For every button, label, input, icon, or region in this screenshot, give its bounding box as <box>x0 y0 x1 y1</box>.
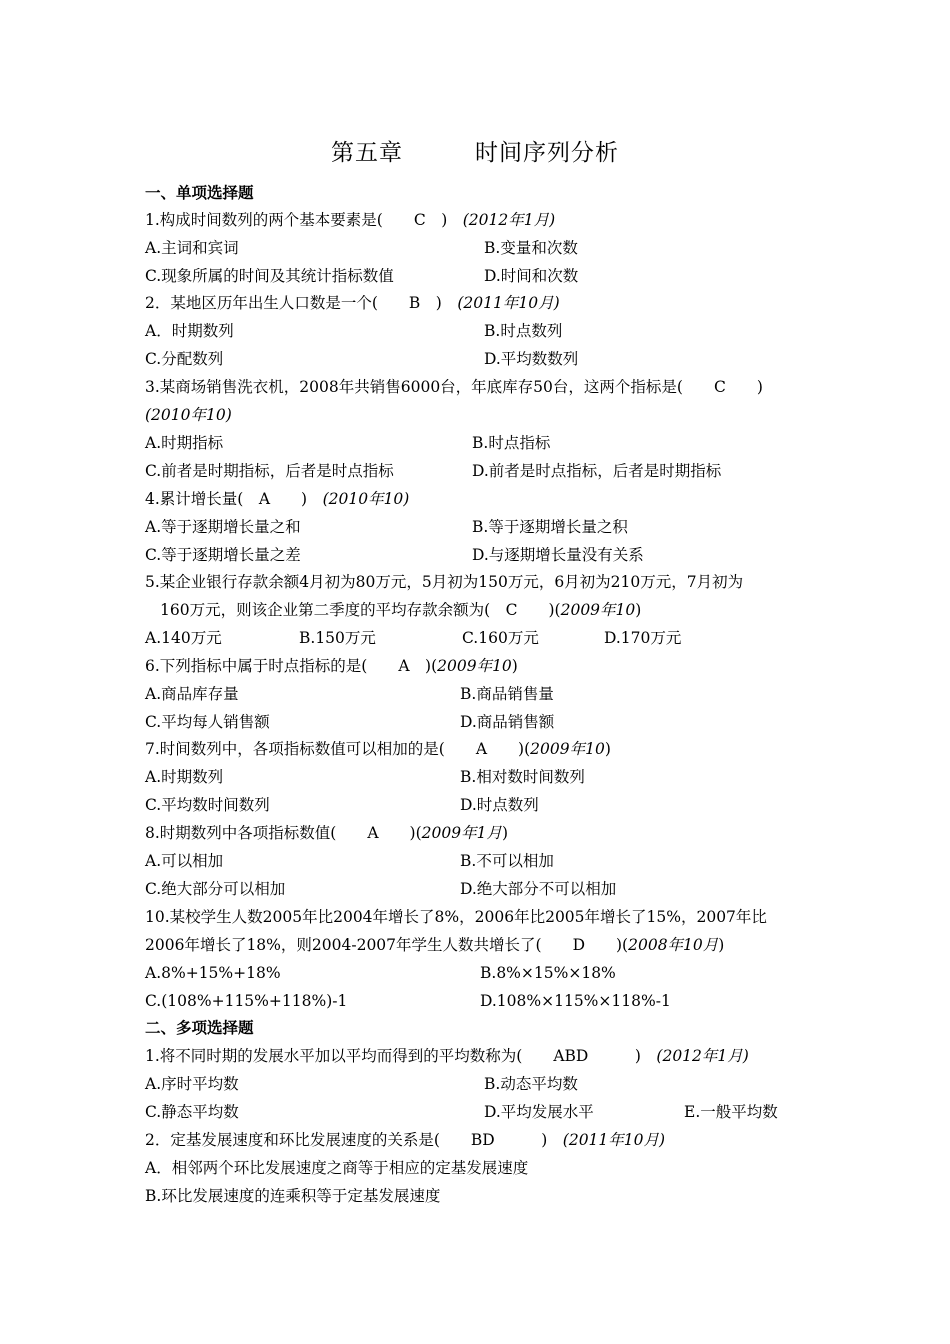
option-2c: C.分配数列 <box>145 350 224 368</box>
option-6b: B.商品销售量 <box>460 685 554 703</box>
question-10: 10.某校学生人数2005年比2004年增长了8%，2006年比2005年增长了15%，2007年比 <box>145 908 767 926</box>
multi-option-2b: B.环比发展速度的连乘积等于定基发展速度 <box>145 1187 441 1205</box>
option-1b: B.变量和次数 <box>484 239 578 257</box>
option-8b: B.不可以相加 <box>460 852 554 870</box>
option-8d: D.绝大部分不可以相加 <box>460 880 617 898</box>
question-2: 2．某地区历年出生人口数是一个( B ) (2011年10月) <box>145 294 560 312</box>
option-8a: A.可以相加 <box>145 852 224 870</box>
option-4b: B.等于逐期增长量之积 <box>472 518 628 536</box>
question-6: 6.下列指标中属于时点指标的是( A )(2009年10) <box>145 657 518 675</box>
option-1a: A.主词和宾词 <box>145 239 239 257</box>
option-6a: A.商品库存量 <box>145 685 239 703</box>
question-4: 4.累计增长量( A ) (2010年10) <box>145 490 410 508</box>
multi-question-1: 1.将不同时期的发展水平加以平均而得到的平均数称为( ABD ) (2012年1月) <box>145 1047 749 1065</box>
option-10a: A.8%+15%+18% <box>145 964 281 982</box>
option-7a: A.时期数列 <box>145 768 224 786</box>
multi-option-1a: A.序时平均数 <box>145 1075 239 1093</box>
option-5d: D.170万元 <box>604 629 682 647</box>
option-1d: D.时间和次数 <box>484 267 579 285</box>
option-1c: C.现象所属的时间及其统计指标数值 <box>145 267 394 285</box>
section-multiple-choice: 二、多项选择题 <box>145 1018 254 1037</box>
option-7d: D.时点数列 <box>460 796 539 814</box>
option-5a: A.140万元 <box>145 629 222 647</box>
question-3-source: (2010年10) <box>145 406 232 424</box>
option-2a: A．时期数列 <box>145 322 234 340</box>
question-8: 8.时期数列中各项指标数值( A )(2009年1月) <box>145 824 508 842</box>
option-6d: D.商品销售额 <box>460 713 555 731</box>
option-10b: B.8%×15%×18% <box>480 964 616 982</box>
option-10d: D.108%×115%×118%-1 <box>480 992 671 1010</box>
option-3d: D.前者是时点指标，后者是时期指标 <box>472 462 722 480</box>
question-5: 5.某企业银行存款余额4月初为80万元，5月初为150万元，6月初为210万元，7月初为 <box>145 573 744 591</box>
option-4c: C.等于逐期增长量之差 <box>145 546 301 564</box>
option-7b: B.相对数时间数列 <box>460 768 585 786</box>
chapter-name: 时间序列分析 <box>475 140 619 166</box>
question-3: 3.某商场销售洗衣机，2008年共销售6000台，年底库存50台，这两个指标是( C ) <box>145 378 763 396</box>
option-5b: B.150万元 <box>299 629 376 647</box>
option-5c: C.160万元 <box>462 629 539 647</box>
option-8c: C.绝大部分可以相加 <box>145 880 286 898</box>
option-3a: A.时期指标 <box>145 434 224 452</box>
option-6c: C.平均每人销售额 <box>145 713 270 731</box>
chapter-number: 第五章 <box>331 140 403 166</box>
option-7c: C.平均数时间数列 <box>145 796 270 814</box>
option-4a: A.等于逐期增长量之和 <box>145 518 301 536</box>
question-5-continued: 160万元，则该企业第二季度的平均存款余额为( C )(2009年10) <box>160 601 642 619</box>
option-10c: C.(108%+115%+118%)-1 <box>145 992 348 1010</box>
multi-option-1b: B.动态平均数 <box>484 1075 578 1093</box>
multi-option-2a: A．相邻两个环比发展速度之商等于相应的定基发展速度 <box>145 1159 529 1177</box>
multi-option-1c: C.静态平均数 <box>145 1103 239 1121</box>
option-2d: D.平均数数列 <box>484 350 579 368</box>
option-3c: C.前者是时期指标，后者是时点指标 <box>145 462 394 480</box>
question-1: 1.构成时间数列的两个基本要素是( C ) (2012年1月) <box>145 211 556 229</box>
option-3b: B.时点指标 <box>472 434 551 452</box>
chapter-title <box>0 134 950 167</box>
option-4d: D.与逐期增长量没有关系 <box>472 546 644 564</box>
multi-option-1d: D.平均发展水平 <box>484 1103 594 1121</box>
multi-option-1e: E.一般平均数 <box>684 1103 778 1121</box>
section-single-choice: 一、单项选择题 <box>145 183 254 202</box>
question-7: 7.时间数列中，各项指标数值可以相加的是( A )(2009年10) <box>145 740 611 758</box>
multi-question-2: 2．定基发展速度和环比发展速度的关系是( BD ) (2011年10月) <box>145 1131 666 1149</box>
option-2b: B.时点数列 <box>484 322 563 340</box>
question-10-continued: 2006年增长了18%，则2004-2007年学生人数共增长了( D )(2008年10月) <box>145 936 725 954</box>
